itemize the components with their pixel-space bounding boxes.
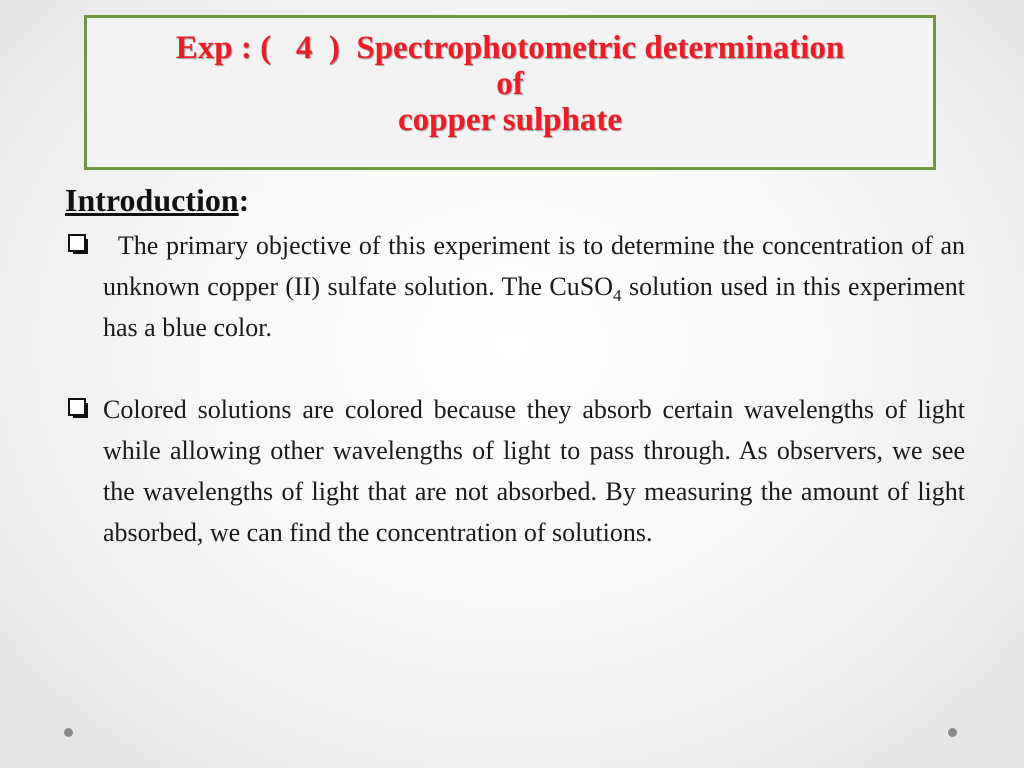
introduction-heading-word: Introduction — [65, 182, 239, 218]
paragraph-objective-text-end: solution used in this experiment has a blue color. — [103, 272, 965, 342]
introduction-heading-colon: : — [238, 182, 250, 218]
nav-dot-icon — [64, 728, 73, 737]
title-line-3: copper sulphate — [397, 102, 622, 138]
introduction-heading — [65, 180, 249, 220]
paragraph-colored-solutions: Colored solutions are colored because they absorb certain wavelengths of light while allowing other wavelengths of light to pass through. As observers, we see the wavelengths of light that are not absorbed. By measuring the amount of light absorbed, we can find the concentration of solutions. — [103, 395, 965, 547]
checkbox-bullet-icon — [68, 234, 90, 256]
checkbox-bullet-icon — [68, 398, 90, 420]
paragraph-indent — [103, 231, 118, 260]
title-line-1: Exp : ( 4 ) Spectrophotometric determination — [175, 30, 845, 66]
nav-dot-icon — [948, 728, 957, 737]
title-line-2: of — [496, 66, 524, 102]
paragraph-objective-text: The primary objective of this experiment is to determine the concentration of an unknown copper (II) sulfate solution. The CuSO — [103, 231, 966, 301]
slide-title-box — [84, 15, 936, 170]
formula-subscript: 4 — [613, 286, 622, 306]
paragraph-objective — [103, 225, 965, 348]
